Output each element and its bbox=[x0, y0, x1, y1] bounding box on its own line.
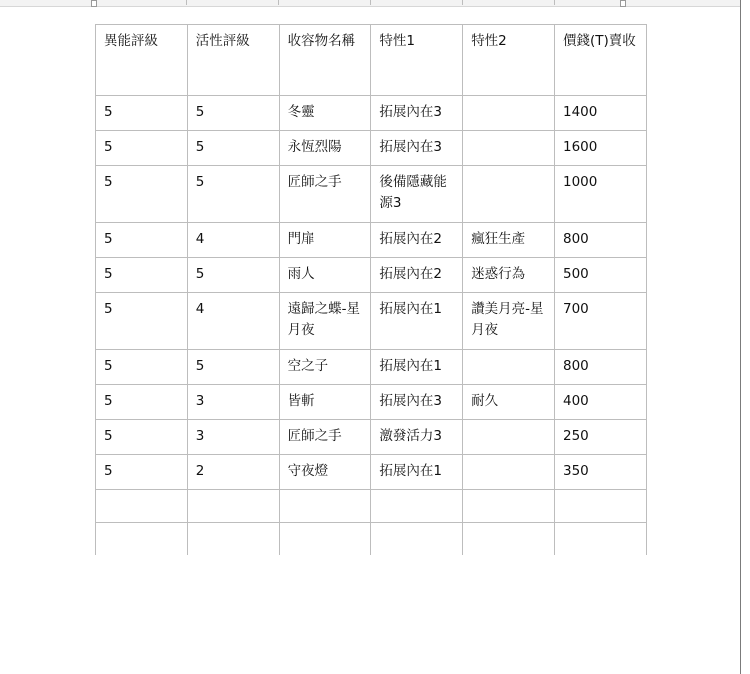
table-cell[interactable]: 拓展內在3 bbox=[371, 96, 463, 131]
table-row bbox=[96, 131, 647, 166]
table-row bbox=[96, 293, 647, 350]
table-cell[interactable]: 冬靈 bbox=[279, 96, 371, 131]
ruler bbox=[0, 0, 740, 7]
table-cell[interactable]: 拓展內在3 bbox=[371, 131, 463, 166]
table-cell[interactable] bbox=[463, 455, 555, 490]
right-indent-marker[interactable] bbox=[620, 0, 626, 7]
table-cell[interactable]: 後備隱藏能源3 bbox=[371, 166, 463, 223]
table-cell[interactable]: 拓展內在2 bbox=[371, 223, 463, 258]
table-cell[interactable]: 400 bbox=[554, 385, 646, 420]
window-edge bbox=[740, 0, 750, 674]
table-cell[interactable]: 5 bbox=[96, 293, 188, 350]
empty-table-row bbox=[96, 490, 647, 523]
document-table bbox=[95, 24, 647, 555]
table-cell[interactable]: 匠師之手 bbox=[279, 420, 371, 455]
table-cell[interactable]: 5 bbox=[96, 420, 188, 455]
empty-table-cell[interactable] bbox=[187, 490, 279, 523]
table-row bbox=[96, 96, 647, 131]
empty-table-cell[interactable] bbox=[463, 490, 555, 523]
table-row bbox=[96, 420, 647, 455]
header-cell[interactable]: 收容物名稱 bbox=[279, 25, 371, 96]
table-row bbox=[96, 350, 647, 385]
table-cell[interactable]: 拓展內在2 bbox=[371, 258, 463, 293]
ruler-tick bbox=[278, 0, 279, 5]
empty-table-cell[interactable] bbox=[187, 523, 279, 556]
table-cell[interactable]: 拓展內在3 bbox=[371, 385, 463, 420]
table-cell[interactable]: 350 bbox=[554, 455, 646, 490]
table-cell[interactable] bbox=[463, 131, 555, 166]
empty-table-cell[interactable] bbox=[554, 523, 646, 556]
table-row bbox=[96, 258, 647, 293]
empty-table-cell[interactable] bbox=[279, 523, 371, 556]
table-cell[interactable]: 1400 bbox=[554, 96, 646, 131]
table-cell[interactable]: 3 bbox=[187, 385, 279, 420]
table-cell[interactable]: 激發活力3 bbox=[371, 420, 463, 455]
table-cell[interactable]: 5 bbox=[187, 131, 279, 166]
table-cell[interactable]: 800 bbox=[554, 223, 646, 258]
ruler-tick bbox=[462, 0, 463, 5]
left-indent-marker[interactable] bbox=[91, 0, 97, 7]
empty-table-cell[interactable] bbox=[463, 523, 555, 556]
table-row bbox=[96, 455, 647, 490]
table-cell[interactable]: 迷惑行為 bbox=[463, 258, 555, 293]
table-cell[interactable]: 遠歸之蝶-星月夜 bbox=[279, 293, 371, 350]
header-cell[interactable]: 價錢(T)賣收 bbox=[554, 25, 646, 96]
table-cell[interactable]: 空之子 bbox=[279, 350, 371, 385]
header-cell[interactable]: 活性評級 bbox=[187, 25, 279, 96]
table-cell[interactable]: 門扉 bbox=[279, 223, 371, 258]
table-cell[interactable]: 3 bbox=[187, 420, 279, 455]
header-cell[interactable]: 異能評級 bbox=[96, 25, 188, 96]
empty-table-row bbox=[96, 523, 647, 556]
table-cell[interactable]: 5 bbox=[96, 258, 188, 293]
table-cell[interactable]: 500 bbox=[554, 258, 646, 293]
table-cell[interactable] bbox=[463, 350, 555, 385]
table-cell[interactable]: 700 bbox=[554, 293, 646, 350]
table-header-row bbox=[96, 25, 647, 96]
table-cell[interactable]: 匠師之手 bbox=[279, 166, 371, 223]
header-cell[interactable]: 特性2 bbox=[463, 25, 555, 96]
table-cell[interactable]: 4 bbox=[187, 223, 279, 258]
table-cell[interactable]: 雨人 bbox=[279, 258, 371, 293]
ruler-tick bbox=[186, 0, 187, 5]
table-cell[interactable]: 5 bbox=[96, 385, 188, 420]
table-row bbox=[96, 223, 647, 258]
table-cell[interactable]: 拓展內在1 bbox=[371, 455, 463, 490]
table-cell[interactable]: 5 bbox=[187, 258, 279, 293]
table-cell[interactable]: 5 bbox=[96, 96, 188, 131]
table-cell[interactable]: 5 bbox=[96, 223, 188, 258]
table-cell[interactable]: 1600 bbox=[554, 131, 646, 166]
table-cell[interactable] bbox=[463, 96, 555, 131]
table-cell[interactable]: 800 bbox=[554, 350, 646, 385]
ruler-tick bbox=[370, 0, 371, 5]
table-cell[interactable]: 皆斬 bbox=[279, 385, 371, 420]
table-cell[interactable]: 讚美月亮-星月夜 bbox=[463, 293, 555, 350]
table-cell[interactable]: 瘋狂生產 bbox=[463, 223, 555, 258]
table-cell[interactable]: 250 bbox=[554, 420, 646, 455]
table-cell[interactable]: 1000 bbox=[554, 166, 646, 223]
table-cell[interactable] bbox=[463, 420, 555, 455]
ruler-tick bbox=[554, 0, 555, 5]
table-row bbox=[96, 166, 647, 223]
table-cell[interactable]: 5 bbox=[96, 166, 188, 223]
table-cell[interactable]: 5 bbox=[187, 350, 279, 385]
empty-table-cell[interactable] bbox=[371, 523, 463, 556]
table-cell[interactable]: 2 bbox=[187, 455, 279, 490]
table-cell[interactable]: 永恆烈陽 bbox=[279, 131, 371, 166]
empty-table-cell[interactable] bbox=[371, 490, 463, 523]
empty-table-cell[interactable] bbox=[96, 523, 188, 556]
table-cell[interactable]: 5 bbox=[96, 131, 188, 166]
table-cell[interactable]: 5 bbox=[187, 166, 279, 223]
table-cell[interactable]: 5 bbox=[187, 96, 279, 131]
empty-table-cell[interactable] bbox=[96, 490, 188, 523]
empty-table-cell[interactable] bbox=[554, 490, 646, 523]
empty-table-cell[interactable] bbox=[279, 490, 371, 523]
table-cell[interactable]: 拓展內在1 bbox=[371, 293, 463, 350]
table-cell[interactable]: 4 bbox=[187, 293, 279, 350]
table-cell[interactable]: 守夜燈 bbox=[279, 455, 371, 490]
table-cell[interactable]: 5 bbox=[96, 350, 188, 385]
table-row bbox=[96, 385, 647, 420]
table-cell[interactable]: 耐久 bbox=[463, 385, 555, 420]
table-cell[interactable]: 拓展內在1 bbox=[371, 350, 463, 385]
table-cell[interactable]: 5 bbox=[96, 455, 188, 490]
header-cell[interactable]: 特性1 bbox=[371, 25, 463, 96]
table-cell[interactable] bbox=[463, 166, 555, 223]
